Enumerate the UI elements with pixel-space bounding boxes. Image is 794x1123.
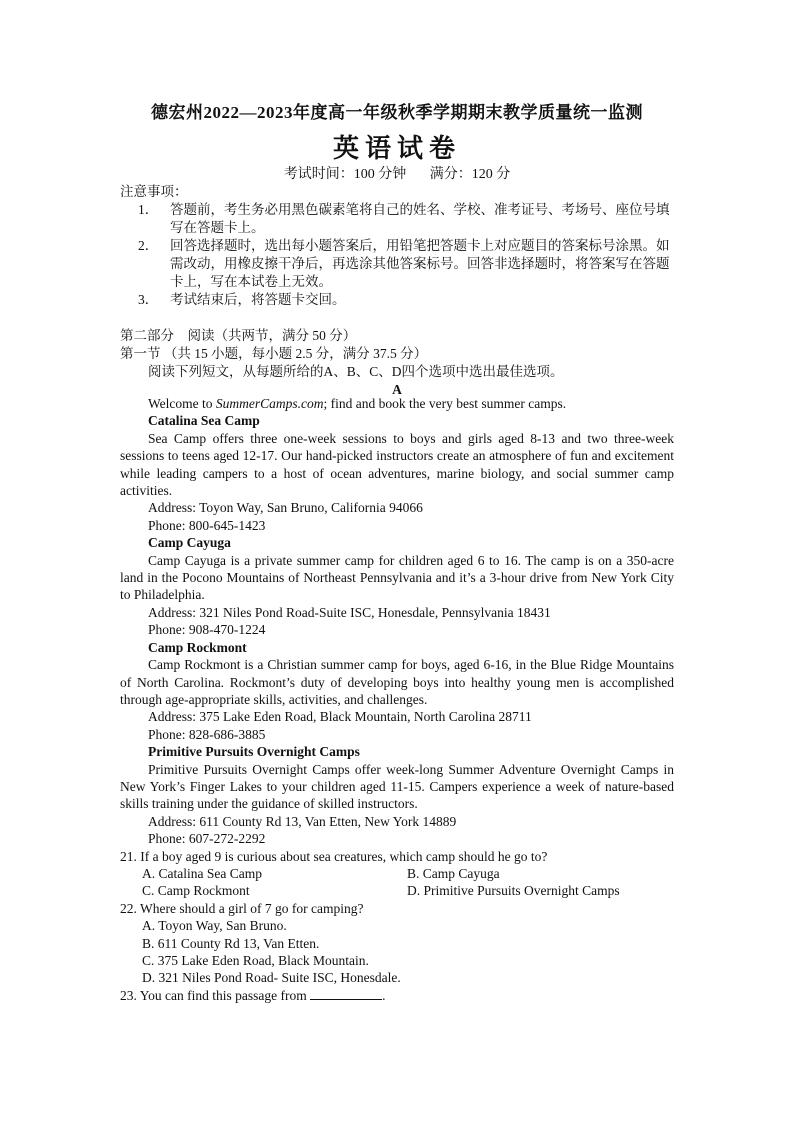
camp-name: Camp Rockmont xyxy=(148,639,247,655)
camp-description: Camp Cayuga is a private summer camp for children aged 6 to 16. The camp is on a 350-acre land in the Pocono Mountains of Northeast Pennsylvania and it’s a 3-hour drive from New York City to Philadelphia. xyxy=(120,552,674,603)
camp-address: Address: 321 Niles Pond Road-Suite ISC, Honesdale, Pennsylvania 18431 xyxy=(148,604,551,620)
passage-intro xyxy=(120,395,674,412)
option-b: B. Camp Cayuga xyxy=(407,865,500,881)
notes-item xyxy=(138,201,674,237)
answer-blank xyxy=(310,987,382,1000)
option-c: C. Camp Rockmont xyxy=(142,883,250,899)
question-22: 22. Where should a girl of 7 go for camping? xyxy=(120,900,364,916)
question-21-options xyxy=(120,865,674,900)
notes-item-number: 1． xyxy=(138,202,159,217)
section-title: 第一节 （共 15 小题，每小题 2.5 分，满分 37.5 分） xyxy=(120,346,428,361)
part-two-header xyxy=(120,327,674,399)
camp-description: Primitive Pursuits Overnight Camps offer week-long Summer Adventure Overnight Camps in New York’s Finger Lakes to your children aged 11-15. Campers experience a week of nature-based skills training under the guidance of skilled instructors. xyxy=(120,761,674,812)
notes-item-number: 3． xyxy=(138,292,159,307)
camp-phone: Phone: 607-272-2292 xyxy=(148,831,266,847)
section-instruction: 阅读下列短文，从每题所给的A、B、C、D四个选项中选出最佳选项。 xyxy=(148,364,564,379)
question-21: 21. If a boy aged 9 is curious about sea creatures, which camp should he go to? xyxy=(120,848,548,864)
option-d: D. Primitive Pursuits Overnight Camps xyxy=(407,883,620,899)
part-title: 第二部分 阅读（共两节，满分 50 分） xyxy=(120,328,357,343)
camp-description: Camp Rockmont is a Christian summer camp for boys, aged 6-16, in the Blue Ridge Mountains of North Carolina. Rockmont’s duty of developing boys into healthy young men is accomplished through age-appropriate skills, activities, and challenges. xyxy=(120,657,674,707)
notes-item-text: 回答选择题时，选出每小题答案后，用铅笔把答题卡上对应题目的答案标号涂黑。如需改动，用橡皮擦干净后，再选涂其他答案标号。回答非选择题时，将答案写在答题卡上，写在本试卷上无效。 xyxy=(170,238,670,289)
camp-phone: Phone: 828-686-3885 xyxy=(148,726,266,742)
passage-label: A xyxy=(392,382,402,397)
camp-name: Primitive Pursuits Overnight Camps xyxy=(148,744,360,760)
notes-item-number: 2． xyxy=(138,238,159,253)
notes-heading: 注意事项： xyxy=(120,184,188,199)
site-name: SummerCamps.com xyxy=(215,396,324,411)
option-b: B. 611 County Rd 13, Van Etten. xyxy=(142,935,320,951)
question-23-end: . xyxy=(382,987,386,1003)
exam-time: 考试时间：100 分钟 xyxy=(283,167,407,182)
camp-phone: Phone: 908-470-1224 xyxy=(148,622,266,638)
camp-description: Sea Camp offers three one-week sessions to boys and girls aged 8-13 and two three-week sessions to teens aged 12-17. Our hand-picked instructors create an atmosphere of fun and excitement while leading campers to a host of ocean adventures, marine biology, and social summer camp activities. xyxy=(120,430,674,499)
notes-item xyxy=(138,237,674,291)
subject-title: 英语试卷 xyxy=(332,134,461,163)
notes-section xyxy=(120,183,674,309)
camp-address: Address: 611 County Rd 13, Van Etten, New York 14889 xyxy=(148,813,457,829)
camp-name: Catalina Sea Camp xyxy=(148,413,260,429)
intro-text: Welcome to xyxy=(148,396,216,411)
exam-meta xyxy=(0,163,794,183)
option-c: C. 375 Lake Eden Road, Black Mountain. xyxy=(142,953,369,968)
question-23 xyxy=(120,987,674,1004)
exam-title: 德宏州2022—2023年度高一年级秋季学期期末教学质量统一监测 xyxy=(151,103,643,122)
notes-item-text: 考试结束后，将答题卡交回。 xyxy=(170,292,346,307)
notes-item xyxy=(138,291,674,309)
camp-name: Camp Cayuga xyxy=(148,535,231,551)
option-a: A. Catalina Sea Camp xyxy=(142,865,262,881)
question-23-text: 23. You can find this passage from xyxy=(120,987,307,1003)
option-d: D. 321 Niles Pond Road- Suite ISC, Honesdale. xyxy=(142,970,401,986)
camp-address: Address: 375 Lake Eden Road, Black Mountain, North Carolina 28711 xyxy=(148,709,532,725)
passage-a xyxy=(120,395,674,1004)
option-a: A. Toyon Way, San Bruno. xyxy=(142,918,287,934)
camp-phone: Phone: 800-645-1423 xyxy=(148,517,266,533)
notes-item-text: 答题前，考生务必用黑色碳素笔将自己的姓名、学校、准考证号、考场号、座位号填写在答题卡上。 xyxy=(170,202,670,235)
full-score: 满分：120 分 xyxy=(429,167,511,182)
camp-address: Address: Toyon Way, San Bruno, California 94066 xyxy=(148,500,423,516)
intro-text-end: ; find and book the very best summer camps. xyxy=(323,396,567,411)
